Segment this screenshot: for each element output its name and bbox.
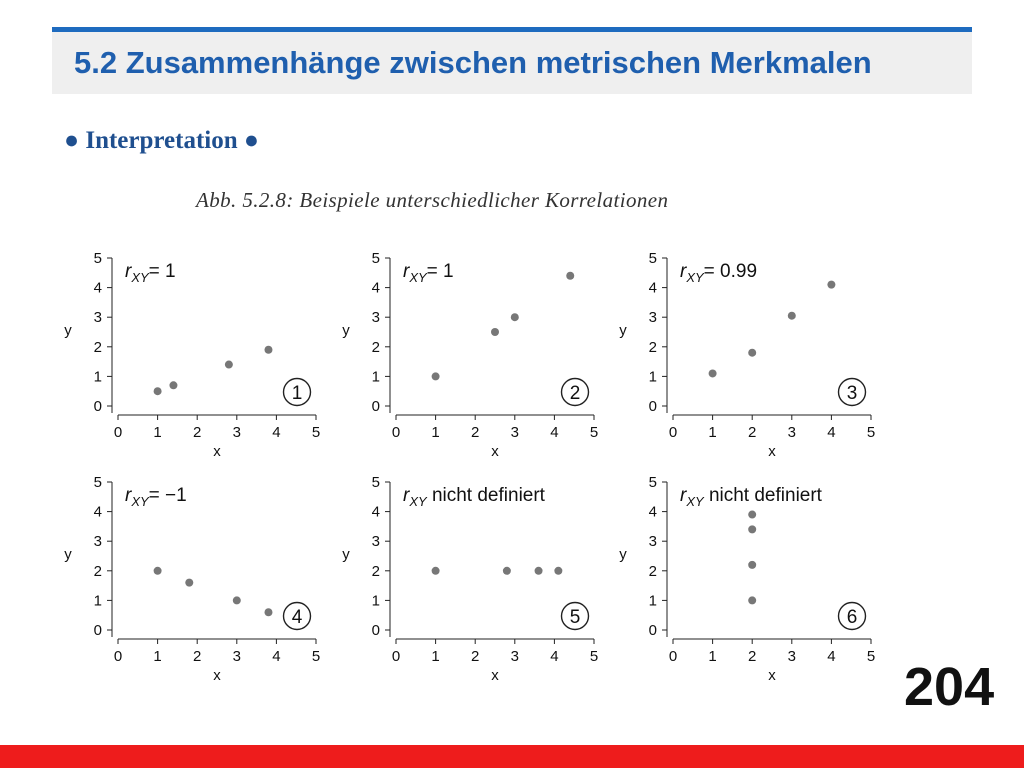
y-tick-label: 0	[371, 622, 380, 639]
x-tick-label: 5	[589, 648, 599, 665]
y-tick-label: 4	[648, 503, 657, 521]
correlation-label: $r_{XY}= 1$	[403, 261, 454, 285]
data-point	[709, 369, 717, 377]
y-tick-label: 4	[93, 503, 102, 521]
y-tick-label: 0	[648, 622, 657, 639]
y-tick-label: 1	[648, 592, 657, 610]
y-tick-label: 3	[371, 309, 380, 327]
data-point	[432, 567, 440, 575]
y-axis-label: y	[342, 546, 350, 563]
data-point	[748, 349, 756, 357]
y-axis-label: y	[619, 322, 627, 339]
page-number: 204	[904, 657, 995, 717]
section-subhead: ● Interpretation ●	[64, 127, 259, 154]
x-tick-label: 4	[827, 648, 836, 665]
x-axis-label: x	[491, 443, 499, 460]
x-tick-label: 1	[708, 648, 717, 665]
y-axis-label: y	[64, 546, 72, 563]
slide-title: 5.2 Zusammenhänge zwischen metrischen Merkmalen	[74, 45, 872, 80]
x-tick-label: 2	[193, 648, 202, 665]
data-point	[503, 567, 511, 575]
x-tick-label: 0	[668, 648, 678, 665]
data-point	[748, 511, 756, 519]
x-tick-label: 3	[232, 648, 241, 665]
data-point	[748, 596, 756, 604]
panel-number: 5	[569, 607, 581, 628]
x-axis-label: x	[768, 443, 776, 460]
y-tick-label: 3	[648, 533, 657, 551]
x-tick-label: 4	[550, 424, 559, 441]
x-tick-label: 0	[113, 424, 123, 441]
data-point	[154, 387, 162, 395]
data-point	[491, 328, 499, 336]
x-tick-label: 1	[431, 648, 440, 665]
x-axis-label: x	[491, 667, 499, 684]
panel-number: 2	[569, 383, 581, 404]
x-tick-label: 5	[311, 648, 321, 665]
panel-number: 1	[291, 383, 303, 404]
scatter-panel-2	[342, 250, 598, 460]
data-point	[185, 579, 193, 587]
x-tick-label: 3	[787, 424, 796, 441]
y-tick-label: 3	[371, 533, 380, 551]
x-tick-label: 5	[311, 424, 321, 441]
x-tick-label: 2	[748, 648, 757, 665]
x-tick-label: 0	[113, 648, 123, 665]
data-point	[225, 361, 233, 369]
data-point	[169, 381, 177, 389]
figure-caption: Abb. 5.2.8: Beispiele unterschiedlicher Korrelationen	[196, 188, 669, 212]
y-axis-label: y	[619, 546, 627, 563]
y-tick-label: 4	[93, 279, 102, 297]
y-tick-label: 2	[371, 562, 380, 580]
y-tick-label: 5	[371, 250, 380, 267]
scatter-panel-1	[64, 250, 320, 460]
y-tick-label: 2	[93, 562, 102, 580]
panel-number: 4	[291, 607, 303, 628]
y-tick-label: 4	[371, 279, 380, 297]
x-tick-label: 4	[272, 648, 281, 665]
y-axis-label: y	[64, 322, 72, 339]
y-tick-label: 2	[648, 338, 657, 356]
data-point	[511, 313, 519, 321]
correlation-label: $r_{XY}= 0.99$	[680, 261, 758, 285]
data-point	[788, 312, 796, 320]
panel-number: 3	[846, 383, 858, 404]
x-axis-label: x	[213, 443, 221, 460]
data-point	[432, 372, 440, 380]
x-tick-label: 3	[787, 648, 796, 665]
panel-number: 6	[846, 607, 858, 628]
correlation-label: $r_{XY}= 1$	[125, 261, 176, 285]
y-tick-label: 2	[93, 338, 102, 356]
y-tick-label: 3	[93, 309, 102, 327]
y-tick-label: 0	[93, 398, 102, 415]
y-tick-label: 5	[648, 474, 657, 491]
y-tick-label: 1	[371, 592, 380, 610]
data-point	[827, 281, 835, 289]
y-tick-label: 0	[93, 622, 102, 639]
x-tick-label: 4	[272, 424, 281, 441]
x-tick-label: 2	[193, 424, 202, 441]
data-point	[748, 525, 756, 533]
y-tick-label: 5	[371, 474, 380, 491]
scatter-panel-6	[619, 474, 875, 684]
correlation-label: $r_{XY}= -1$	[125, 485, 187, 509]
x-tick-label: 0	[668, 424, 678, 441]
y-tick-label: 0	[648, 398, 657, 415]
x-tick-label: 3	[510, 424, 519, 441]
y-tick-label: 3	[648, 309, 657, 327]
data-point	[154, 567, 162, 575]
footer-bar	[0, 745, 1024, 768]
x-tick-label: 5	[866, 424, 876, 441]
data-point	[554, 567, 562, 575]
data-point	[535, 567, 543, 575]
x-tick-label: 2	[471, 424, 480, 441]
y-tick-label: 5	[93, 474, 102, 491]
y-tick-label: 1	[371, 368, 380, 386]
y-tick-label: 3	[93, 533, 102, 551]
y-tick-label: 1	[93, 368, 102, 386]
data-point	[264, 608, 272, 616]
x-axis-label: x	[213, 667, 221, 684]
x-tick-label: 1	[153, 424, 162, 441]
data-point	[748, 561, 756, 569]
y-tick-label: 5	[648, 250, 657, 267]
scatter-panel-4	[64, 474, 320, 684]
y-tick-label: 4	[371, 503, 380, 521]
y-tick-label: 2	[371, 338, 380, 356]
x-tick-label: 4	[827, 424, 836, 441]
x-tick-label: 3	[510, 648, 519, 665]
y-tick-label: 5	[93, 250, 102, 267]
correlation-label: $r_{XY}$ nicht definiert	[680, 485, 822, 509]
x-tick-label: 4	[550, 648, 559, 665]
y-tick-label: 4	[648, 279, 657, 297]
scatter-panel-3	[619, 250, 875, 460]
x-tick-label: 1	[153, 648, 162, 665]
x-tick-label: 0	[391, 648, 401, 665]
data-point	[264, 346, 272, 354]
data-point	[566, 272, 574, 280]
y-tick-label: 0	[371, 398, 380, 415]
x-tick-label: 5	[866, 648, 876, 665]
y-tick-label: 1	[648, 368, 657, 386]
x-tick-label: 2	[748, 424, 757, 441]
correlation-label: $r_{XY}$ nicht definiert	[403, 485, 545, 509]
x-axis-label: x	[768, 667, 776, 684]
data-point	[233, 596, 241, 604]
scatter-panel-5	[342, 474, 598, 684]
x-tick-label: 5	[589, 424, 599, 441]
x-tick-label: 2	[471, 648, 480, 665]
x-tick-label: 1	[708, 424, 717, 441]
y-tick-label: 1	[93, 592, 102, 610]
x-tick-label: 0	[391, 424, 401, 441]
y-tick-label: 2	[648, 562, 657, 580]
y-axis-label: y	[342, 322, 350, 339]
x-tick-label: 3	[232, 424, 241, 441]
x-tick-label: 1	[431, 424, 440, 441]
